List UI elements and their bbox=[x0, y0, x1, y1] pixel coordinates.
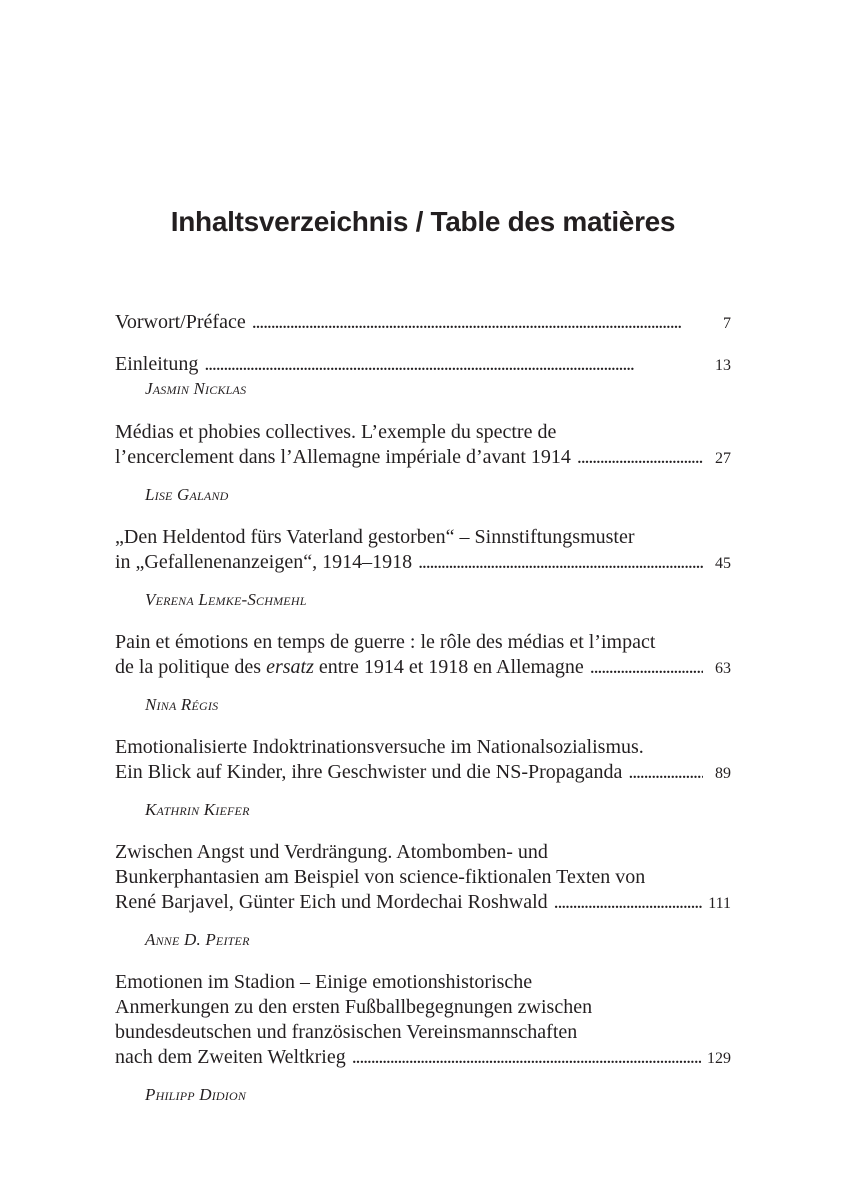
entry-author: Jasmin Nicklas bbox=[145, 379, 247, 398]
entry-title: „Den Heldentod fürs Vaterland gestorben“ – Sinnstiftungsmuster bbox=[115, 526, 635, 548]
entry-line bbox=[115, 420, 731, 445]
entry-line bbox=[115, 352, 731, 377]
entry-author: Verena Lemke-Schmehl bbox=[145, 590, 307, 609]
entry-author: Philipp Didion bbox=[145, 1085, 247, 1104]
entry-author: Kathrin Kiefer bbox=[145, 800, 250, 819]
page-number: 63 bbox=[715, 660, 731, 677]
entry-title: Pain et émotions en temps de guerre : le rôle des médias et l’impact bbox=[115, 631, 656, 653]
entry-title: Emotionen im Stadion – Einige emotionshistorische bbox=[115, 971, 533, 993]
entry-author: Nina Régis bbox=[145, 695, 219, 714]
page-number: 89 bbox=[715, 765, 731, 782]
entry-title-part: de la politique des bbox=[115, 656, 267, 678]
dot-leader bbox=[204, 352, 703, 377]
dot-leader bbox=[352, 1045, 701, 1070]
dot-leader bbox=[554, 890, 703, 915]
entry-title: l’encerclement dans l’Allemagne impériale d’avant 1914 bbox=[115, 446, 571, 468]
entry-line bbox=[115, 655, 731, 680]
toc-entry[interactable] bbox=[115, 420, 731, 506]
entry-title: Ein Blick auf Kinder, ihre Geschwister und die NS-Propaganda bbox=[115, 761, 623, 783]
table-of-contents bbox=[115, 310, 731, 1106]
dot-leader bbox=[577, 445, 703, 470]
entry-title: René Barjavel, Günter Eich und Mordechai Roshwald bbox=[115, 891, 548, 913]
dot-leader bbox=[418, 550, 703, 575]
entry-title: Zwischen Angst und Verdrängung. Atombomben- und bbox=[115, 841, 548, 863]
page-number: 13 bbox=[715, 357, 731, 374]
entry-line bbox=[115, 1045, 731, 1070]
entry-line bbox=[115, 550, 731, 575]
entry-line bbox=[115, 310, 731, 335]
entry-title: Vorwort/Préface bbox=[115, 311, 246, 333]
dot-leader bbox=[252, 310, 703, 335]
entry-line bbox=[115, 445, 731, 470]
entry-line bbox=[115, 865, 731, 890]
entry-title: Bunkerphantasien am Beispiel von science-fiktionalen Texten von bbox=[115, 866, 646, 888]
entry-title: in „Gefallenenanzeigen“, 1914–1918 bbox=[115, 551, 413, 573]
entry-author: Anne D. Peiter bbox=[145, 930, 250, 949]
toc-entry[interactable] bbox=[115, 735, 731, 821]
entry-title: Einleitung bbox=[115, 353, 199, 375]
toc-entry[interactable] bbox=[115, 525, 731, 611]
entry-line bbox=[115, 970, 731, 995]
entry-title-emphasis: ersatz bbox=[266, 656, 314, 678]
entry-line bbox=[115, 890, 731, 915]
entry-title: Médias et phobies collectives. L’exemple du spectre de bbox=[115, 421, 557, 443]
dot-leader bbox=[590, 655, 703, 680]
entry-title-part: entre 1914 et 1918 en Allemagne bbox=[313, 656, 584, 678]
page-number: 27 bbox=[715, 450, 731, 467]
entry-line bbox=[115, 840, 731, 865]
entry-line bbox=[115, 995, 731, 1020]
entry-title bbox=[115, 655, 584, 680]
page-number: 129 bbox=[707, 1050, 731, 1067]
entry-title: Emotionalisierte Indoktrinationsversuche im Nationalsozialismus. bbox=[115, 736, 644, 758]
entry-line bbox=[115, 760, 731, 785]
entry-line bbox=[115, 525, 731, 550]
entry-line bbox=[115, 1020, 731, 1045]
toc-entry[interactable] bbox=[115, 310, 731, 335]
toc-entry[interactable] bbox=[115, 970, 731, 1106]
entry-title: nach dem Zweiten Weltkrieg bbox=[115, 1046, 346, 1068]
entry-title: Anmerkungen zu den ersten Fußballbegegnungen zwischen bbox=[115, 996, 593, 1018]
dot-leader bbox=[628, 760, 703, 785]
page-number: 45 bbox=[715, 555, 731, 572]
entry-author: Lise Galand bbox=[145, 485, 229, 504]
page-number: 7 bbox=[723, 315, 731, 332]
toc-entry[interactable] bbox=[115, 352, 731, 400]
page-title: Inhaltsverzeichnis / Table des matières bbox=[170, 206, 676, 237]
entry-title: bundesdeutschen und französischen Vereinsmannschaften bbox=[115, 1021, 578, 1043]
page-number: 111 bbox=[708, 895, 731, 912]
entry-line bbox=[115, 630, 731, 655]
entry-line bbox=[115, 735, 731, 760]
toc-entry[interactable] bbox=[115, 630, 731, 716]
toc-entry[interactable] bbox=[115, 840, 731, 951]
